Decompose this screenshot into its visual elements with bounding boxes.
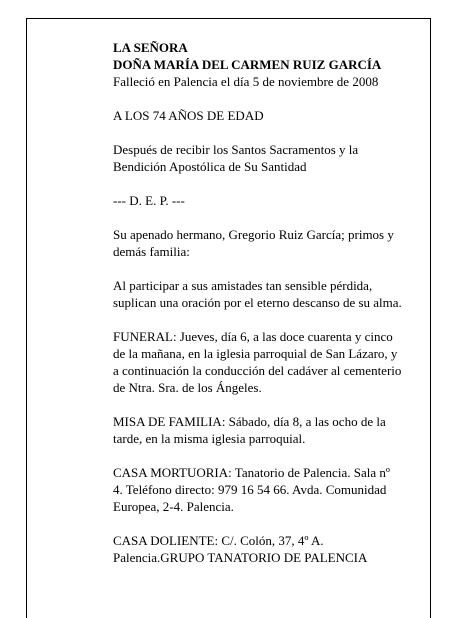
request-line-1: Al participar a sus amistades tan sensible pérdida, (113, 278, 373, 293)
obituary-notice (113, 39, 423, 566)
mortuary-line-2: 4. Teléfono directo: 979 16 54 66. Avda. Comunidad (113, 482, 387, 497)
family-line-2: demás familia: (113, 244, 190, 259)
sacraments-line-1: Después de recibir los Santos Sacramentos y la (113, 142, 359, 157)
funeral-line-2: de la mañana, en la iglesia parroquial de San Lázaro, y (113, 346, 398, 361)
home-line-1: CASA DOLIENTE: C/. Colón, 37, 4º A. (113, 533, 324, 548)
sacraments-line-2: Bendición Apostólica de Su Santidad (113, 159, 307, 174)
funeral-line-1: FUNERAL: Jueves, día 6, a las doce cuarenta y cinco (113, 329, 393, 344)
mortuary-line-3: Europea, 2-4. Palencia. (113, 499, 234, 514)
mass-line-2: tarde, en la misma iglesia parroquial. (113, 431, 306, 446)
title-line-1: LA SEÑORA (113, 40, 188, 55)
age-line: A LOS 74 AÑOS DE EDAD (113, 108, 264, 123)
rip-line: --- D. E. P. --- (113, 193, 185, 208)
mortuary-line-1: CASA MORTUORIA: Tanatorio de Palencia. Sala nº (113, 465, 390, 480)
request-line-2: suplican una oración por el eterno descanso de su alma. (113, 295, 402, 310)
funeral-line-3: a continuación la conducción del cadáver al cementerio (113, 363, 402, 378)
funeral-line-4: de Ntra. Sra. de los Ángeles. (113, 380, 262, 395)
mass-line-1: MISA DE FAMILIA: Sábado, día 8, a las ocho de la (113, 414, 386, 429)
home-line-2: Palencia.GRUPO TANATORIO DE PALENCIA (113, 550, 368, 565)
deceased-name: DOÑA MARÍA DEL CARMEN RUIZ GARCÍA (113, 57, 382, 72)
family-line-1: Su apenado hermano, Gregorio Ruiz García; primos y (113, 227, 394, 242)
death-date-line: Falleció en Palencia el día 5 de noviembre de 2008 (113, 74, 379, 89)
